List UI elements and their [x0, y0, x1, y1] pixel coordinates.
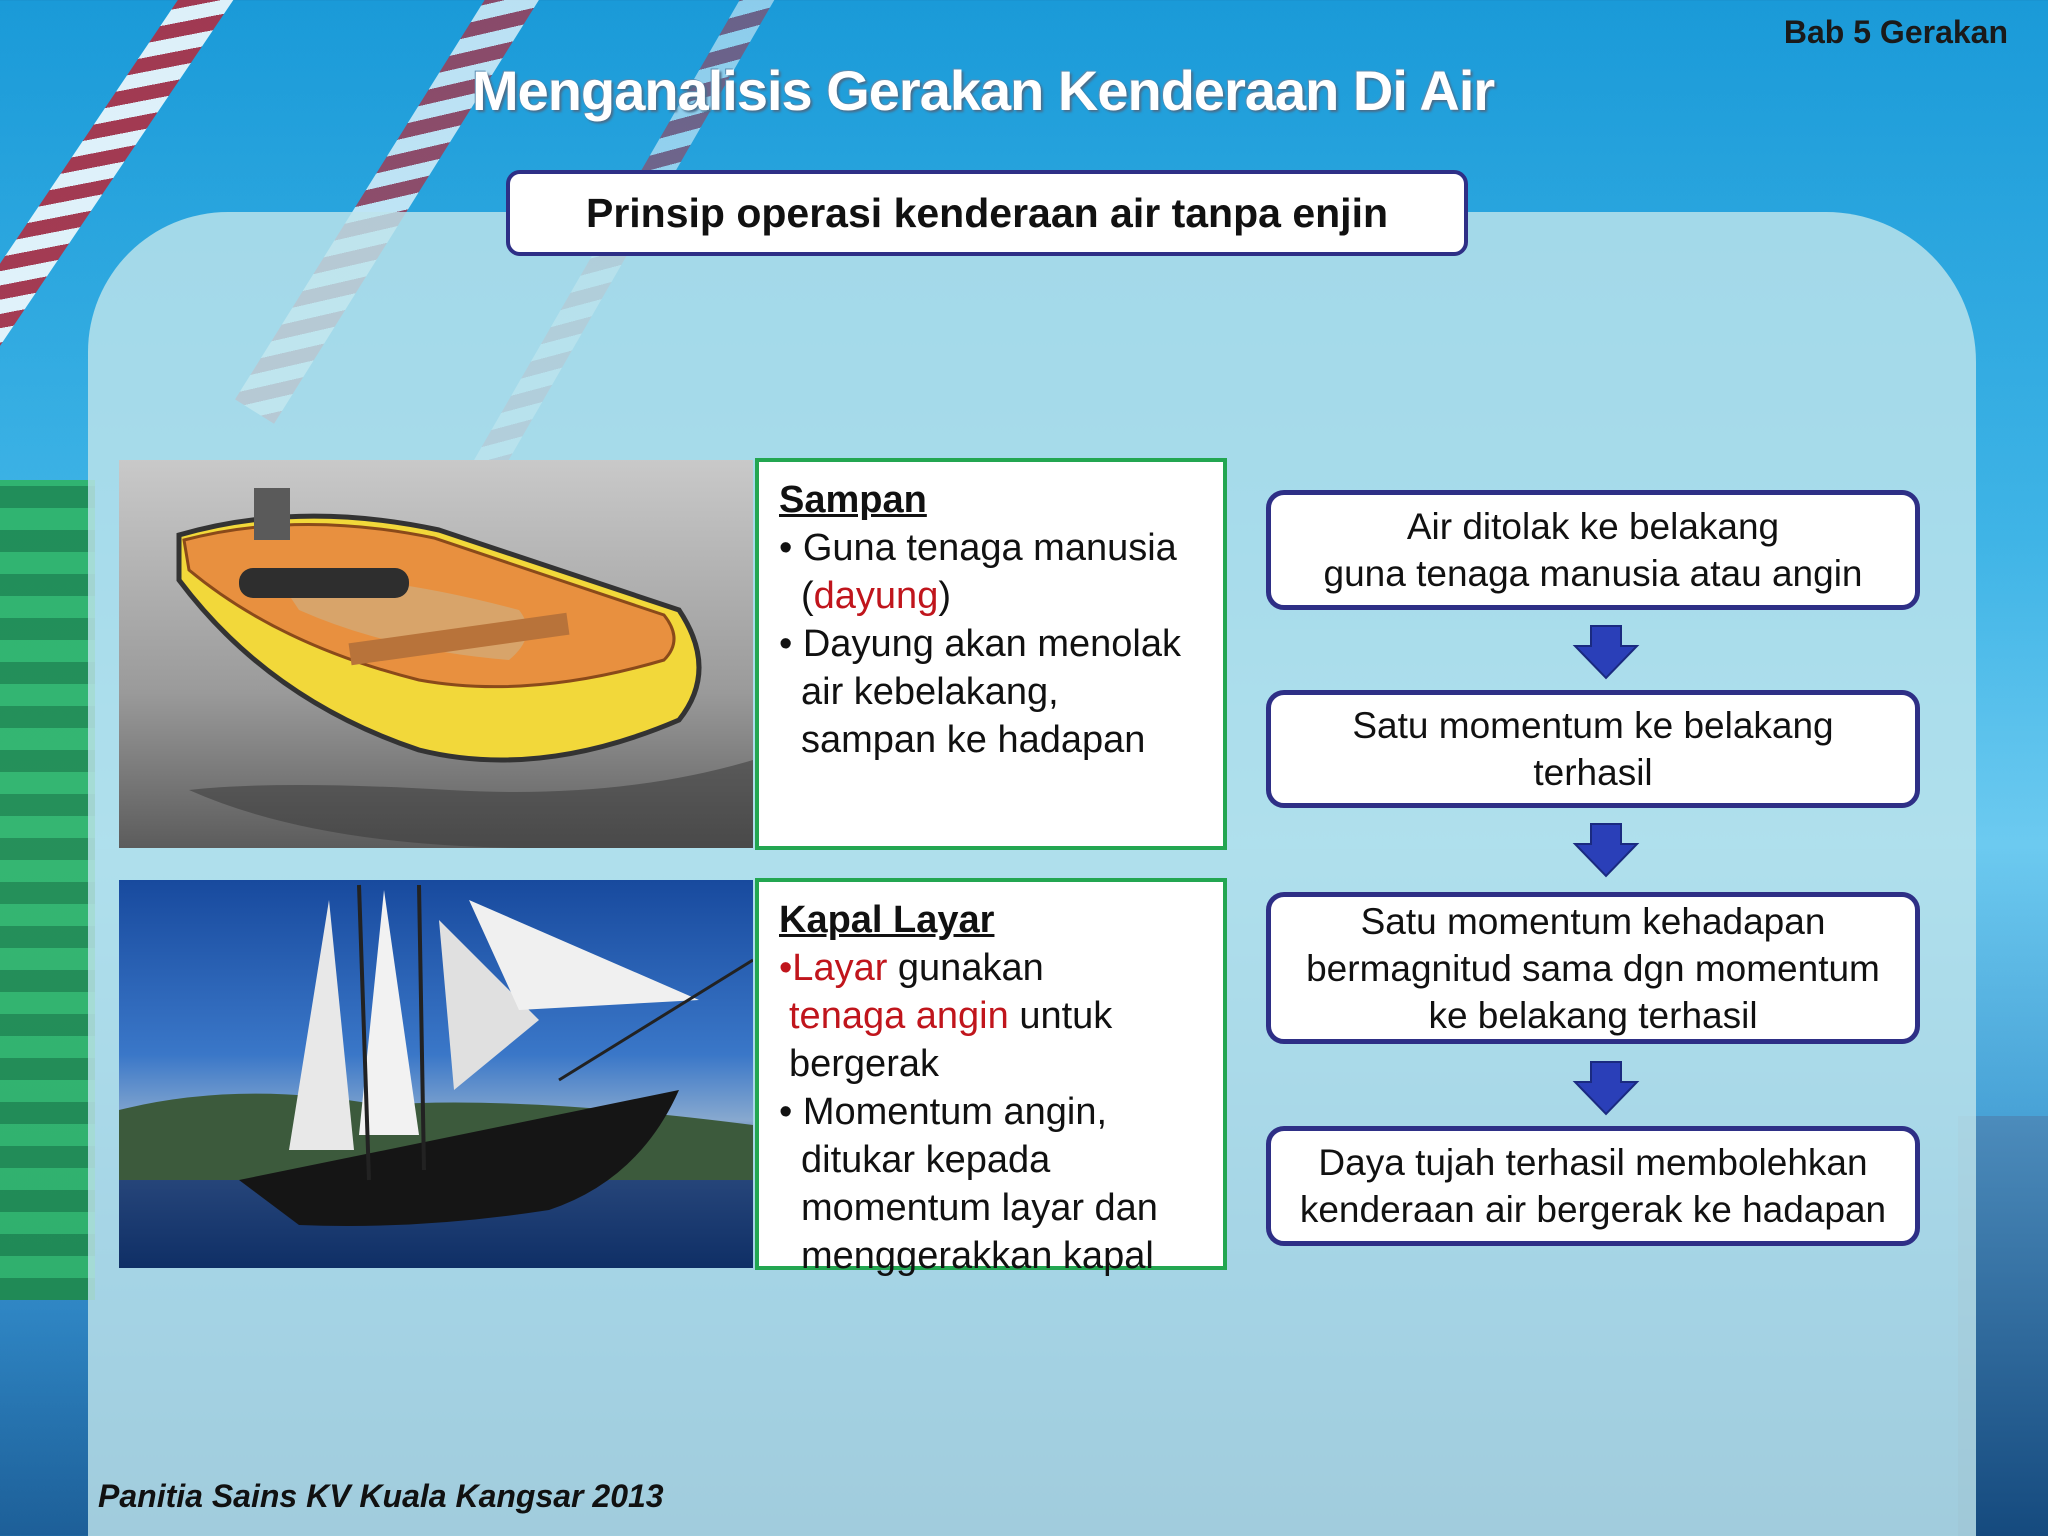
kapal-bullet-1: [779, 944, 1203, 992]
kapal-bullet-2-line-3: momentum layar dan: [801, 1187, 1158, 1229]
kapal-bullet-1-line-3: bergerak: [789, 1043, 939, 1085]
kapal-bullet-1-line-2-rest: untuk: [1008, 995, 1113, 1037]
kapal-highlight-angin: tenaga angin: [789, 995, 1009, 1037]
kapal-bullet-2-line-4: menggerakkan kapal: [801, 1235, 1154, 1277]
kapal-layar-photo: [119, 880, 753, 1268]
chapter-label: Bab 5 Gerakan: [1783, 14, 2008, 50]
flow-step-2: [1266, 690, 1920, 808]
content-panel: [88, 212, 1976, 1536]
flow-step-3-line-3: ke belakang terhasil: [1428, 994, 1758, 1036]
flow-step-3-line-1: Satu momentum kehadapan: [1360, 900, 1826, 942]
sampan-bullet-2-line-2: air kebelakang,: [801, 671, 1059, 713]
tower-decoration: [0, 480, 95, 1300]
flow-step-2-line-1: Satu momentum ke belakang: [1352, 705, 1834, 746]
sampan-bullet-2: • Dayung akan menolak: [779, 623, 1181, 665]
sampan-bullet-1-text: • Guna tenaga manusia: [779, 527, 1177, 569]
flow-step-1-line-1: Air ditolak ke belakang: [1406, 506, 1780, 547]
down-arrow-icon: [1571, 624, 1641, 680]
sampan-photo: [119, 460, 753, 848]
paren-open: (: [801, 575, 814, 617]
kapal-layar-description: [755, 878, 1227, 1277]
flow-step-4-line-2: kenderaan air bergerak ke hadapan: [1299, 1189, 1887, 1230]
footer-credit: Panitia Sains KV Kuala Kangsar 2013: [98, 1478, 664, 1514]
flow-step-1: [1266, 490, 1920, 610]
flow-step-1-line-2: guna tenaga manusia atau angin: [1323, 553, 1863, 594]
sampan-highlight: dayung: [813, 575, 939, 617]
sampan-bullet-1: [779, 524, 1203, 572]
kapal-bullet-2: • Momentum angin,: [779, 1091, 1108, 1133]
kapal-layar-title: Kapal Layar: [779, 899, 995, 941]
slide-title: Menganalisis Gerakan Kenderaan Di Air: [472, 59, 1495, 122]
down-arrow-icon: [1571, 822, 1641, 878]
kapal-bullet-2-line-2: ditukar kepada: [801, 1139, 1051, 1181]
subtitle-text: Prinsip operasi kenderaan air tanpa enjin: [585, 189, 1389, 236]
flow-step-4-line-1: Daya tujah terhasil membolehkan: [1318, 1142, 1868, 1183]
sampan-description: [755, 458, 1227, 850]
sampan-bullet-2-line-3: sampan ke hadapan: [801, 719, 1146, 761]
paren-close: ): [938, 575, 951, 617]
kapal-highlight-layar: •Layar: [779, 947, 888, 989]
sampan-bullet-1-cont: [779, 572, 1203, 620]
kapal-bullet-1-rest: gunakan: [887, 947, 1044, 989]
flow-step-3-line-2: bermagnitud sama dgn momentum: [1306, 947, 1880, 989]
flow-step-3: [1266, 892, 1920, 1044]
flow-step-4: [1266, 1126, 1920, 1246]
flow-step-2-line-2: terhasil: [1533, 752, 1653, 793]
sampan-title: Sampan: [779, 479, 927, 521]
kapal-bullet-1-line-2: [779, 992, 1203, 1040]
subtitle-box: [506, 170, 1468, 256]
down-arrow-icon: [1571, 1060, 1641, 1116]
